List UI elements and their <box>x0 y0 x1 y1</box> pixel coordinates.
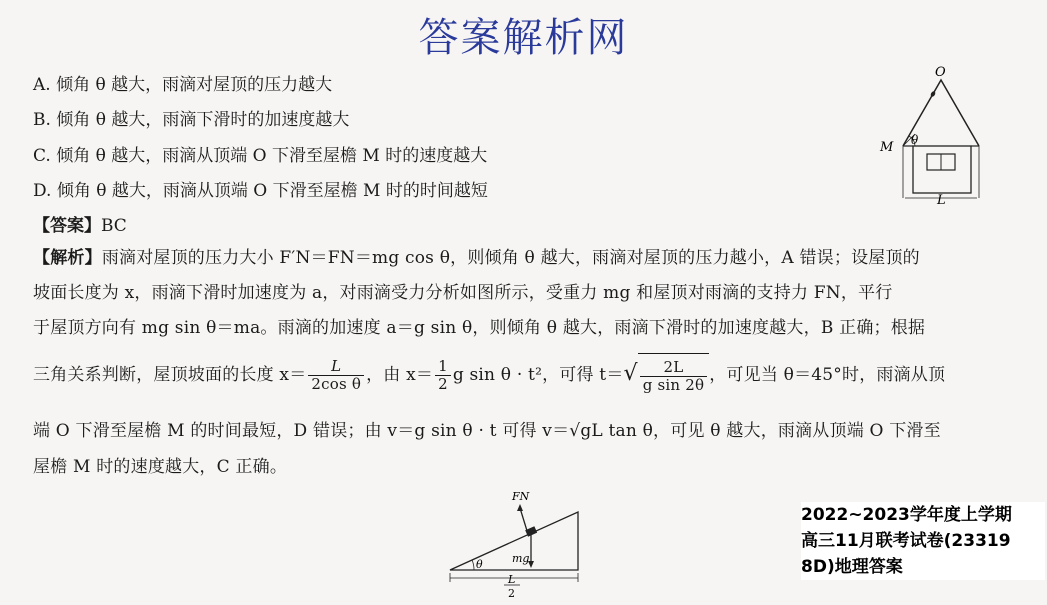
sqrt-sign-icon: √ <box>623 361 638 386</box>
analysis-line-2: 坡面长度为 x，雨滴下滑时加速度为 a，对雨滴受力分析如图所示，受重力 mg 和屋顶对雨滴的支持力 FN，平行 <box>33 283 893 303</box>
fraction-length-num: L <box>308 358 364 376</box>
normal-force-arrow <box>520 508 528 534</box>
analysis-line-3: 于屋顶方向有 mg sin θ＝ma。雨滴的加速度 a＝g sin θ，则倾角 θ 越大，雨滴下滑时的加速度越大，B 正确；根据 <box>33 318 926 338</box>
analysis-text-4d: ，可见当 θ＝45°时，雨滴从顶 <box>709 365 946 385</box>
label-l: L <box>508 573 516 586</box>
answer-value: BC <box>101 216 127 236</box>
label-2: 2 <box>508 587 515 600</box>
label-l: L <box>937 193 946 208</box>
option-d: D. 倾角 θ 越大，雨滴从顶端 O 下滑至屋檐 M 时的时间越短 <box>33 181 488 201</box>
label-theta: θ <box>476 558 483 571</box>
fraction-time-num: 2L <box>640 359 707 377</box>
label-mg: mg <box>512 552 530 565</box>
label-fn: FN <box>512 490 530 503</box>
analysis-line-5: 端 O 下滑至屋檐 M 的时间最短，D 错误；由 v＝g sin θ · t 可得 v＝√gL tan θ，可见 θ 越大，雨滴从顶端 O 下滑至 <box>33 421 941 441</box>
fraction-half-den: 2 <box>438 375 448 393</box>
stamp-line-2: 高三11月联考试卷(23319 <box>801 531 1011 551</box>
answer-label: 【答案】 <box>33 216 101 236</box>
stamp-line-3: 8D)地理答案 <box>801 557 903 577</box>
analysis-line-4 <box>33 352 995 398</box>
answer-line <box>33 211 127 236</box>
option-b: B. 倾角 θ 越大，雨滴下滑时的加速度越大 <box>33 110 350 130</box>
label-o: O <box>935 66 946 80</box>
analysis-line-1 <box>33 243 995 268</box>
fraction-half <box>435 358 451 393</box>
fraction-time-den: g sin 2θ <box>642 376 705 394</box>
watermark-title: 答案解析网 <box>418 15 629 61</box>
analysis-line-6: 屋檐 M 时的速度越大，C 正确。 <box>33 457 288 477</box>
fraction-half-num: 1 <box>435 358 451 376</box>
analysis-label: 【解析】 <box>33 248 102 268</box>
analysis-text-4c: g sin θ · t²，可得 t＝ <box>452 365 624 385</box>
option-a: A. 倾角 θ 越大，雨滴对屋顶的压力越大 <box>33 75 333 95</box>
force-diagram <box>440 486 590 601</box>
normal-force-arrowhead <box>517 504 523 511</box>
house-diagram <box>875 66 995 211</box>
sqrt-time <box>638 353 709 398</box>
exam-stamp <box>801 502 1045 580</box>
analysis-text-4a: 三角关系判断，屋顶坡面的长度 x＝ <box>33 365 307 385</box>
analysis-text-4b: ，由 x＝ <box>366 365 434 385</box>
label-theta: θ <box>911 133 919 147</box>
analysis-text-1: 雨滴对屋顶的压力大小 F′N＝FN＝mg cos θ，则倾角 θ 越大，雨滴对屋顶的压力越小，A 错误；设屋顶的 <box>101 248 920 268</box>
angle-arc <box>472 560 474 570</box>
fraction-time <box>640 359 707 394</box>
fraction-length <box>308 358 364 393</box>
option-c: C. 倾角 θ 越大，雨滴从顶端 O 下滑至屋檐 M 时的速度越大 <box>33 146 488 166</box>
stamp-line-1: 2022~2023学年度上学期 <box>801 505 1012 525</box>
label-m: M <box>880 140 894 155</box>
fraction-length-den: 2cos θ <box>311 375 362 393</box>
